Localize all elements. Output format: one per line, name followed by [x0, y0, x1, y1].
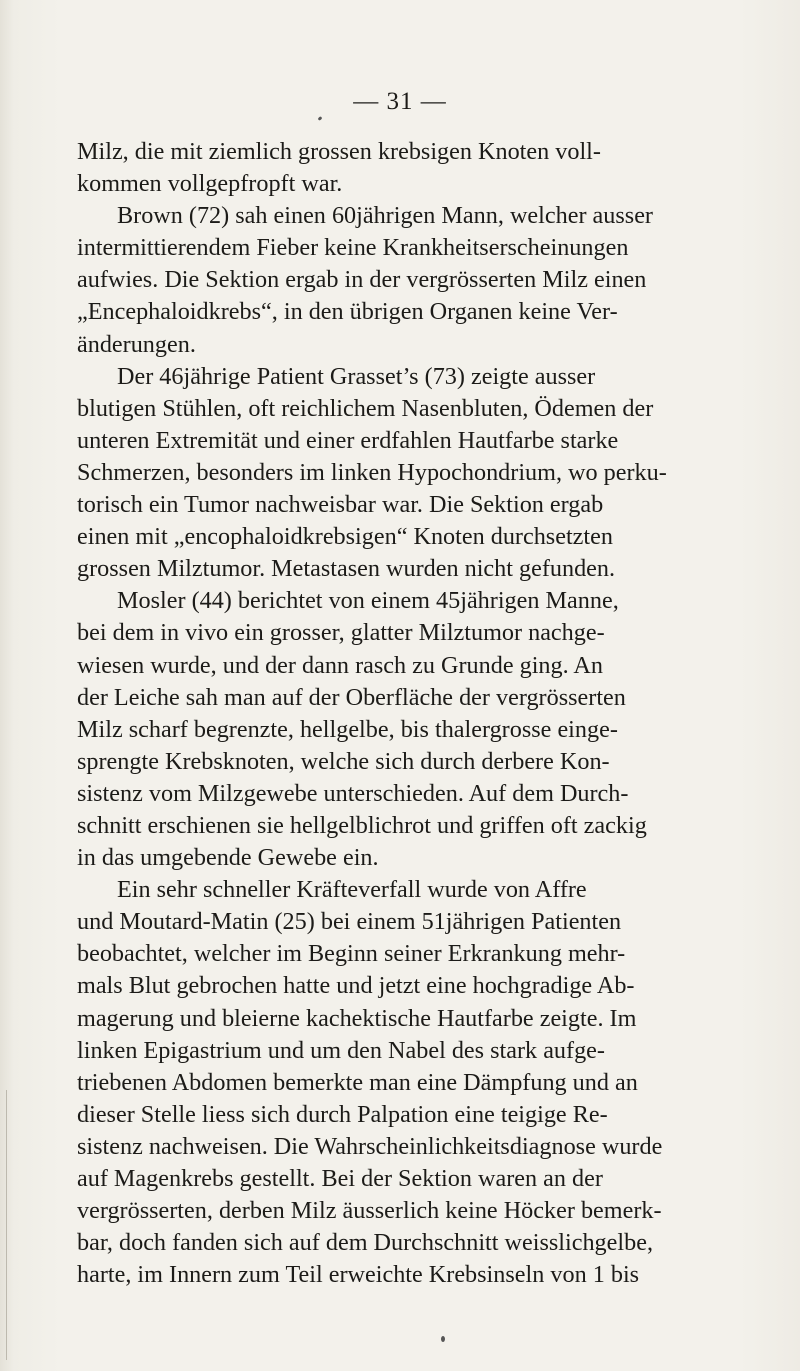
text-line: blutigen Stühlen, oft reichlichem Nasenbluten, Ödemen der — [77, 394, 654, 422]
text-line: vergrösserten, derben Milz äusserlich keine Höcker bemerk- — [77, 1197, 662, 1225]
paper-speck — [441, 1336, 445, 1342]
text-line: und Moutard-Matin (25) bei einem 51jährigen Patienten — [77, 908, 622, 936]
paragraph-1 — [77, 136, 789, 200]
text-line: der Leiche sah man auf der Oberfläche der vergrösserten — [77, 683, 626, 711]
paper-speck — [318, 116, 323, 121]
paragraph-2 — [77, 200, 789, 360]
text-line: Brown (72) sah einen 60jährigen Mann, welcher ausser — [117, 202, 653, 230]
text-line: Milz scharf begrenzte, hellgelbe, bis thalergrosse einge- — [77, 715, 618, 743]
text-line: bar, doch fanden sich auf dem Durchschnitt weisslichgelbe, — [77, 1229, 653, 1257]
text-line: torisch ein Tumor nachweisbar war. Die Sektion ergab — [77, 491, 604, 519]
text-line: einen mit „encophaloidkrebsigen“ Knoten durchsetzten — [77, 523, 613, 551]
text-line: wiesen wurde, und der dann rasch zu Grunde ging. An — [77, 651, 603, 679]
text-line: bei dem in vivo ein grosser, glatter Milztumor nachge- — [77, 619, 605, 647]
text-line: sprengte Krebsknoten, welche sich durch derbere Kon- — [77, 747, 610, 775]
text-line: grossen Milztumor. Metastasen wurden nicht gefunden. — [77, 555, 616, 583]
text-line: sistenz vom Milzgewebe unterschieden. Auf dem Durch- — [77, 779, 629, 807]
text-line: kommen vollgepfropft war. — [77, 170, 343, 198]
text-line: „Encephaloidkrebs“, in den übrigen Organen keine Ver- — [77, 298, 618, 326]
page-edge-line — [6, 1090, 7, 1360]
text-line: Milz, die mit ziemlich grossen krebsigen Knoten voll- — [77, 138, 601, 165]
paragraph-4 — [77, 585, 789, 874]
text-line: harte, im Innern zum Teil erweichte Krebsinseln von 1 bis — [77, 1261, 640, 1289]
text-line: unteren Extremität und einer erdfahlen Hautfarbe starke — [77, 426, 619, 454]
text-line: Ein sehr schneller Kräfteverfall wurde von Affre — [117, 876, 587, 904]
text-line: intermittierendem Fieber keine Krankheitserscheinungen — [77, 234, 629, 262]
text-line: beobachtet, welcher im Beginn seiner Erkrankung mehr- — [77, 940, 626, 968]
text-line: aufwies. Die Sektion ergab in der vergrösserten Milz einen — [77, 266, 647, 294]
text-line: dieser Stelle liess sich durch Palpation eine teigige Re- — [77, 1100, 608, 1128]
text-line: änderungen. — [77, 330, 196, 358]
paragraph-5 — [77, 874, 789, 1291]
text-line: magerung und bleierne kachektische Hautfarbe zeigte. Im — [77, 1004, 637, 1032]
text-line: Schmerzen, besonders im linken Hypochondrium, wo perku- — [77, 458, 667, 486]
page-number: — 31 — — [353, 88, 447, 115]
text-line: in das umgebende Gewebe ein. — [77, 844, 379, 872]
text-line: Mosler (44) berichtet von einem 45jährigen Manne, — [117, 587, 619, 615]
text-line: linken Epigastrium und um den Nabel des stark aufge- — [77, 1036, 605, 1064]
body-text — [77, 136, 789, 1291]
text-line: schnitt erschienen sie hellgelblichrot und griffen oft zackig — [77, 811, 647, 839]
paragraph-3 — [77, 361, 789, 586]
text-line: mals Blut gebrochen hatte und jetzt eine hochgradige Ab- — [77, 972, 635, 1000]
text-line: auf Magenkrebs gestellt. Bei der Sektion waren an der — [77, 1165, 603, 1192]
text-line: Der 46jährige Patient Grasset’s (73) zeigte ausser — [117, 362, 596, 390]
text-line: triebenen Abdomen bemerkte man eine Dämpfung und an — [77, 1068, 638, 1096]
text-line: sistenz nachweisen. Die Wahrscheinlichkeitsdiagnose wurde — [77, 1132, 663, 1160]
